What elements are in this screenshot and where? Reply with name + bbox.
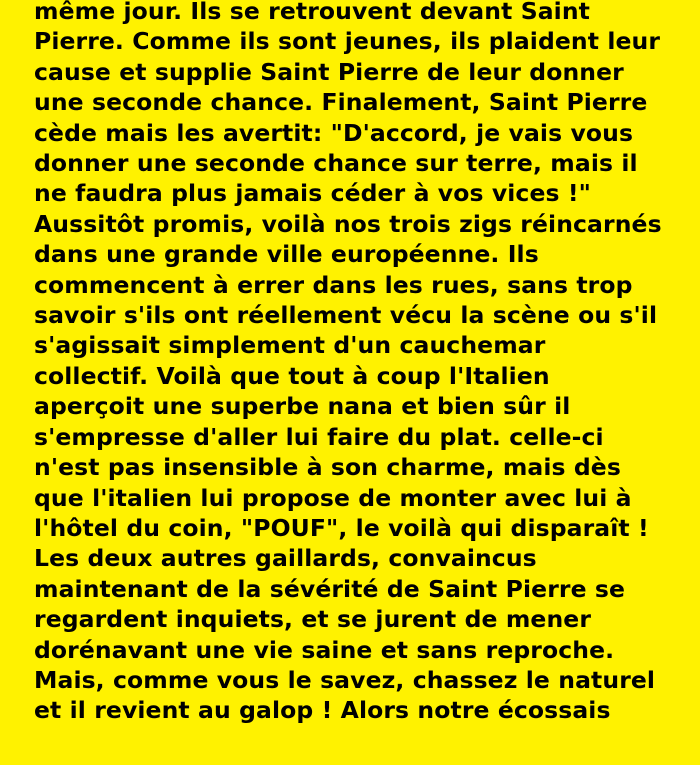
text-line: Aussitôt promis, voilà nos trois zigs réincarnés: [34, 209, 662, 238]
text-line: Les deux autres gaillards, convaincus: [34, 544, 537, 573]
text-line: aperçoit une superbe nana et bien sûr il: [34, 392, 571, 421]
story-text: [34, 0, 694, 726]
text-line: dorénavant une vie saine et sans reproche.: [34, 635, 615, 664]
text-line: n'est pas insensible à son charme, mais dès: [34, 453, 621, 482]
text-line: donner une seconde chance sur terre, mais il: [34, 149, 638, 178]
text-line: ne faudra plus jamais céder à vos vices !": [34, 179, 592, 208]
text-line: Mais, comme vous le savez, chassez le naturel: [34, 665, 656, 694]
text-line: regardent inquiets, et se jurent de mener: [34, 605, 592, 634]
text-line: et il revient au galop ! Alors notre écossais: [34, 696, 611, 725]
text-line: Pierre. Comme ils sont jeunes, ils plaident leur: [34, 27, 661, 56]
text-line: même jour. Ils se retrouvent devant Saint: [34, 0, 590, 25]
text-line: cède mais les avertit: "D'accord, je vais vous: [34, 118, 634, 147]
text-line: collectif. Voilà que tout à coup l'Italien: [34, 361, 550, 390]
text-line: dans une grande ville européenne. Ils: [34, 240, 539, 269]
text-line: savoir s'ils ont réellement vécu la scène ou s'il: [34, 301, 658, 330]
text-line: cause et supplie Saint Pierre de leur donner: [34, 57, 624, 86]
text-line: une seconde chance. Finalement, Saint Pierre: [34, 88, 648, 117]
text-line: commencent à errer dans les rues, sans trop: [34, 270, 633, 299]
text-line: que l'italien lui propose de monter avec lui à: [34, 483, 632, 512]
text-line: s'agissait simplement d'un cauchemar: [34, 331, 546, 360]
text-line: l'hôtel du coin, "POUF", le voilà qui disparaît !: [34, 513, 649, 542]
text-line: s'empresse d'aller lui faire du plat. celle-ci: [34, 422, 604, 451]
text-line: maintenant de la sévérité de Saint Pierre se: [34, 574, 626, 603]
